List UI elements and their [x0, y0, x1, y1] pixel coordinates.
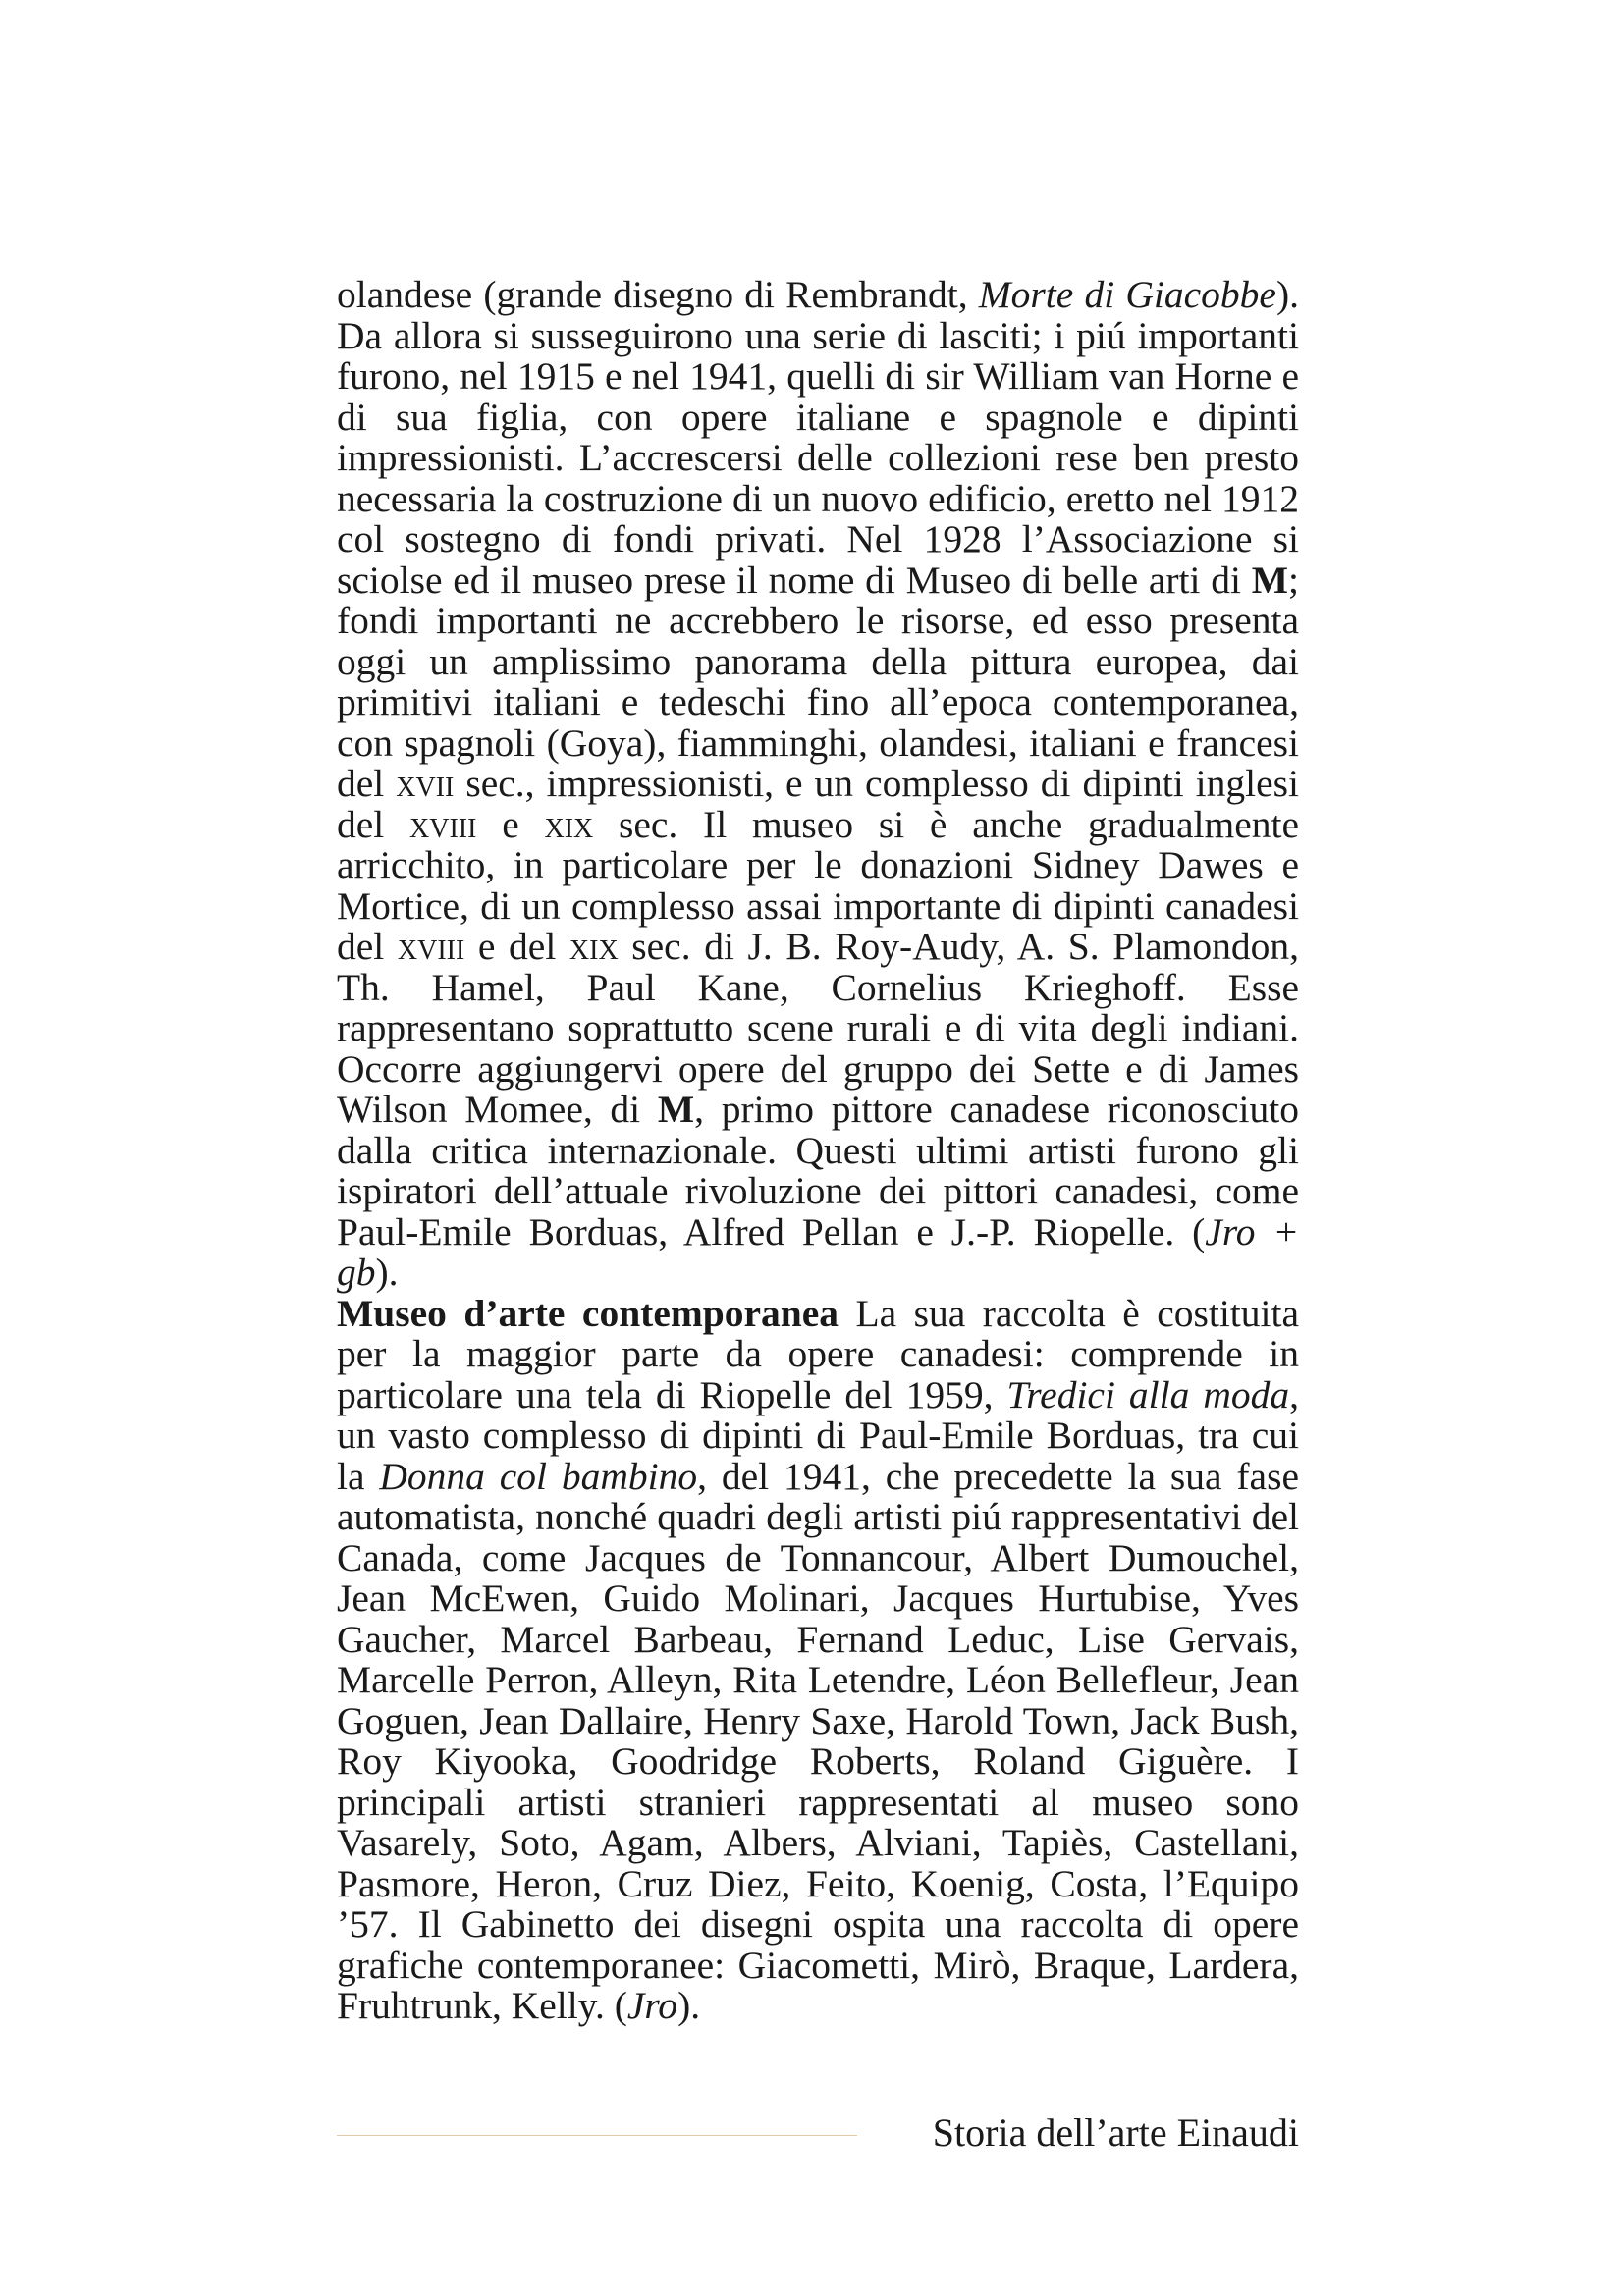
text-run: olandese (grande disegno di Rembrandt,: [337, 273, 979, 316]
paragraph-contemporary-museum: [337, 1291, 1300, 2027]
artwork-title: Donna col bambino: [379, 1454, 698, 1498]
author-initials: Jro: [626, 1984, 678, 2027]
text-run: , un vasto complesso di dipinti di Paul-Emile Borduas, tra cui la: [337, 1372, 1300, 1498]
section-heading: Museo d’arte contemporanea: [337, 1291, 839, 1335]
text-run: sec. di J. B. Roy-Audy, A. S. Plamondon, Th. Hamel, Paul Kane, Cornelius Krieghoff. Esse rappresentano soprattutto scene rurali e di vita degli indiani. Occorre aggiungervi opere del gruppo dei Sette e di James Wilson Momee, di: [337, 925, 1299, 1131]
text-run: ; fondi importanti ne accrebbero le risorse, ed esso presenta oggi un amplissimo panorama della pittura europea, dai primitivi italiani e tedeschi fino all’epoca contemporanea, con spagnoli (Goya), fiamminghi, olandesi, italiani e francesi del: [337, 558, 1299, 805]
city-abbreviation: M: [1251, 558, 1289, 602]
article-body: [337, 275, 1299, 2027]
text-run: ).: [375, 1251, 399, 1294]
text-run: sec., impressionisti, e un complesso di dipinti inglesi del: [337, 762, 1299, 846]
text-run: sec. Il museo si è anche gradualmente arricchito, in particolare per le donazioni Sidney Dawes e Mortice, di un complesso assai importante di dipinti canadesi del: [337, 802, 1299, 968]
text-run: ).: [677, 1984, 701, 2027]
artwork-title: Morte di Giacobbe: [978, 273, 1276, 316]
century-numeral: xix: [544, 802, 594, 846]
text-run: e: [476, 802, 545, 846]
century-numeral: xvii: [396, 762, 455, 805]
century-numeral: xviii: [409, 802, 477, 846]
page-footer: [337, 2109, 1299, 2158]
footer-rule: [337, 2135, 857, 2136]
artwork-title: Tredici alla moda: [1006, 1372, 1290, 1416]
text-run: , del 1941, che precedette la sua fase automatista, nonché quadri degli artisti piú rappresentativi del Canada, come Jacques de Tonnancour, Albert Dumouchel, Jean McEwen, Guido Molinari, Jacques Hurtubise, Yves Gaucher, Marcel Barbeau, Fernand Leduc, Lise Gervais, Marcelle Perron, Alleyn, Rita Letendre, Léon Bellefleur, Jean Goguen, Jean Dallaire, Henry Saxe, Harold Town, Jack Bush, Roy Kiyooka, Goodridge Roberts, Roland Giguère. I principali artisti stranieri rappresentati al museo sono Vasarely, Soto, Agam, Albers, Alviani, Tapiès, Castellani, Pasmore, Heron, Cruz Diez, Feito, Koenig, Costa, l’Equipo ’57. Il Gabinetto dei disegni ospita una raccolta di opere grafiche contemporanee: Giacometti, Mirò, Braque, Lardera, Fruhtrunk, Kelly. (: [337, 1454, 1299, 2027]
text-run: , primo pittore canadese riconosciuto dalla critica internazionale. Questi ultimi artisti furono gli ispiratori dell’attuale rivoluzione dei pittori canadesi, come Paul-Emile Borduas, Alfred Pellan e J.-P. Riopelle. (: [337, 1088, 1300, 1254]
text-run: e del: [464, 925, 569, 968]
text-run: La sua raccolta è costituita per la maggior parte da opere canadesi: comprende in particolare una tela di Riopelle del 1959,: [337, 1291, 1299, 1416]
paragraph-museum-history: [337, 275, 1299, 1294]
footer-publication-title: Storia dell’arte Einaudi: [932, 2110, 1299, 2155]
author-initials: Jro + gb: [337, 1209, 1300, 1294]
city-abbreviation: M: [657, 1088, 695, 1131]
century-numeral: xviii: [397, 925, 465, 968]
century-numeral: xix: [568, 925, 619, 968]
text-run: ). Da allora si susseguirono una serie di lasciti; i piú importanti furono, nel 1915 e nel 1941, quelli di sir William van Horne e di sua figlia, con opere italiane e spagnole e dipinti impressionisti. L’accrescersi delle collezioni rese ben presto necessaria la costruzione di un nuovo edificio, eretto nel 1912 col sostegno di fondi privati. Nel 1928 l’Associazione si sciolse ed il museo prese il nome di Museo di belle arti di: [337, 273, 1299, 602]
